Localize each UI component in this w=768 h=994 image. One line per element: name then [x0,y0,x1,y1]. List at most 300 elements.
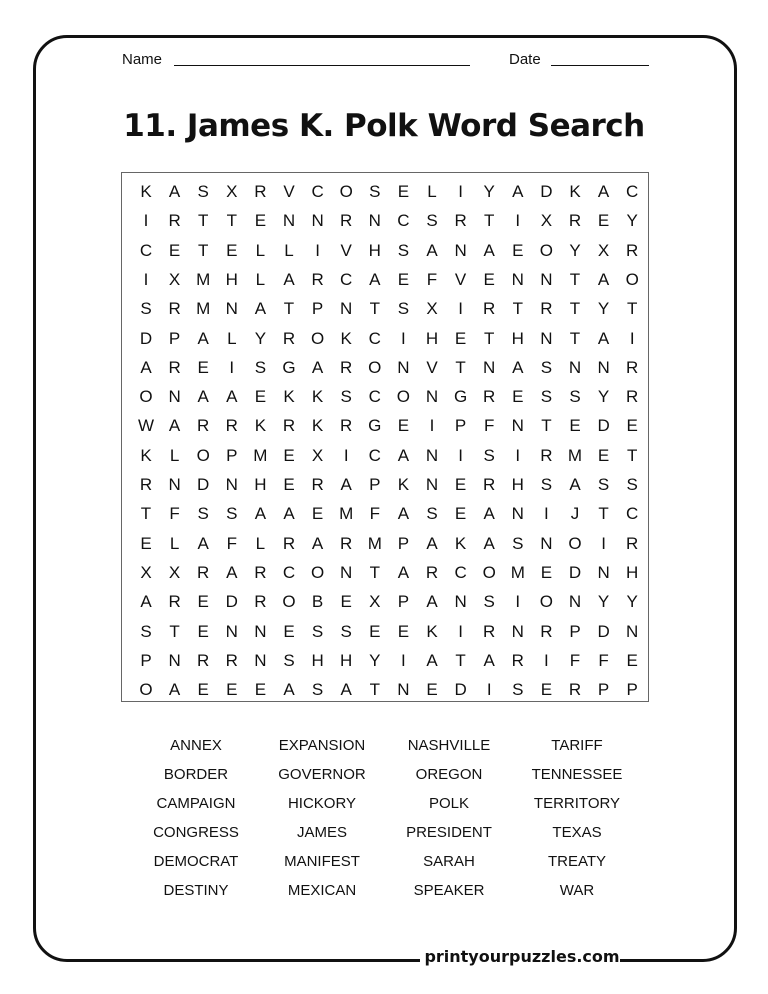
grid-letter[interactable]: S [226,504,238,524]
grid-letter[interactable]: O [282,592,296,612]
grid-letter[interactable]: T [598,504,609,524]
grid-letter[interactable]: E [397,621,410,641]
grid-letter[interactable]: F [169,504,180,524]
grid-letter[interactable]: R [197,650,210,670]
grid-letter[interactable]: N [368,211,381,231]
grid-letter[interactable]: I [458,299,463,319]
grid-letter[interactable]: A [226,562,238,582]
grid-letter[interactable]: A [168,182,181,201]
grid-letter[interactable]: A [226,387,238,407]
grid-letter[interactable]: R [282,533,296,553]
grid-letter[interactable]: H [626,562,639,582]
grid-letter[interactable]: X [311,445,324,465]
grid-letter[interactable]: O [539,240,553,260]
grid-letter[interactable]: I [343,445,349,465]
grid-letter[interactable]: Y [569,240,581,260]
grid-letter[interactable]: N [597,357,610,377]
grid-letter[interactable]: E [454,328,467,348]
grid-letter[interactable]: N [397,680,410,700]
grid-letter[interactable]: E [168,240,181,260]
grid-letter[interactable]: Y [369,650,381,670]
grid-letter[interactable]: S [540,357,553,377]
grid-letter[interactable]: K [340,328,352,348]
grid-letter[interactable]: I [601,533,606,553]
grid-letter[interactable]: D [597,416,610,436]
grid-letter[interactable]: E [597,445,610,465]
grid-letter[interactable]: I [486,680,492,700]
grid-letter[interactable]: D [568,562,582,582]
grid-letter[interactable]: T [197,211,209,231]
grid-letter[interactable]: H [511,328,524,348]
grid-letter[interactable]: A [397,504,410,524]
grid-letter[interactable]: S [597,475,610,494]
grid-letter[interactable]: N [425,387,439,407]
grid-letter[interactable]: S [397,299,410,319]
grid-letter[interactable]: J [570,504,580,524]
grid-letter[interactable]: T [140,504,152,524]
grid-letter[interactable]: P [397,592,410,612]
grid-letter[interactable]: A [597,269,610,289]
grid-letter[interactable]: H [340,650,353,670]
grid-letter[interactable]: A [140,357,152,377]
grid-letter[interactable]: N [454,592,467,612]
grid-letter[interactable]: T [569,299,581,319]
grid-letter[interactable]: R [197,562,210,582]
grid-letter[interactable]: L [255,240,266,260]
grid-letter[interactable]: I [429,416,435,436]
grid-letter[interactable]: R [340,533,353,553]
grid-letter[interactable]: K [283,387,295,407]
grid-letter[interactable]: P [226,445,238,465]
grid-letter[interactable]: N [254,621,267,641]
grid-letter[interactable]: E [426,680,438,700]
grid-letter[interactable]: N [168,387,181,407]
grid-letter[interactable]: N [311,211,324,231]
grid-letter[interactable]: A [197,387,209,407]
grid-letter[interactable]: E [397,416,410,436]
grid-letter[interactable]: N [511,621,524,641]
grid-letter[interactable]: R [282,416,296,436]
grid-letter[interactable]: E [140,533,152,553]
grid-letter[interactable]: T [169,621,180,641]
grid-letter[interactable]: E [540,680,553,700]
grid-letter[interactable]: A [369,269,381,289]
grid-letter[interactable]: N [540,269,553,289]
grid-letter[interactable]: A [483,240,495,260]
grid-letter[interactable]: L [169,445,180,465]
grid-letter[interactable]: N [340,562,353,582]
grid-letter[interactable]: A [283,680,295,700]
grid-letter[interactable]: F [569,650,581,670]
grid-letter[interactable]: S [340,621,352,641]
grid-letter[interactable]: E [483,269,495,289]
grid-letter[interactable]: X [540,211,553,231]
grid-letter[interactable]: D [225,592,238,612]
grid-letter[interactable]: O [196,445,210,465]
grid-letter[interactable]: I [143,269,149,289]
grid-letter[interactable]: H [311,650,324,670]
grid-letter[interactable]: F [598,650,609,670]
grid-letter[interactable]: O [568,533,582,553]
grid-letter[interactable]: A [569,475,581,494]
grid-letter[interactable]: E [226,680,238,700]
grid-letter[interactable]: M [510,562,525,582]
grid-letter[interactable]: I [515,592,521,612]
grid-letter[interactable]: H [511,475,524,494]
grid-letter[interactable]: L [255,269,266,289]
grid-letter[interactable]: K [397,475,410,494]
grid-letter[interactable]: R [626,533,639,553]
grid-letter[interactable]: P [140,650,152,670]
grid-letter[interactable]: T [369,562,380,582]
grid-letter[interactable]: E [197,592,209,612]
grid-letter[interactable]: Y [483,182,495,201]
grid-letter[interactable]: M [367,533,382,553]
grid-letter[interactable]: A [397,562,410,582]
grid-letter[interactable]: K [426,621,438,641]
grid-letter[interactable]: C [626,182,639,201]
grid-letter[interactable]: N [540,328,553,348]
grid-letter[interactable]: A [512,182,524,201]
grid-letter[interactable]: E [569,416,581,436]
grid-letter[interactable]: N [540,533,553,553]
grid-letter[interactable]: A [168,680,181,700]
grid-letter[interactable]: I [458,621,463,641]
grid-letter[interactable]: M [339,504,354,524]
grid-letter[interactable]: A [597,328,610,348]
grid-letter[interactable]: K [311,387,324,407]
grid-letter[interactable]: Y [597,299,610,319]
grid-letter[interactable]: K [140,445,152,465]
grid-letter[interactable]: C [626,504,639,524]
grid-letter[interactable]: A [426,592,438,612]
grid-letter[interactable]: S [483,592,495,612]
grid-letter[interactable]: E [254,211,267,231]
grid-letter[interactable]: I [229,357,235,377]
grid-letter[interactable]: E [454,475,467,494]
grid-letter[interactable]: I [515,211,521,231]
grid-letter[interactable]: S [140,621,152,641]
grid-letter[interactable]: H [225,269,238,289]
grid-letter[interactable]: I [458,445,463,465]
grid-letter[interactable]: R [311,269,324,289]
grid-letter[interactable]: S [197,182,209,201]
grid-letter[interactable]: A [340,475,352,494]
grid-letter[interactable]: H [425,328,439,348]
grid-letter[interactable]: I [401,650,406,670]
grid-letter[interactable]: E [512,240,524,260]
grid-letter[interactable]: R [626,240,639,260]
grid-letter[interactable]: A [483,650,495,670]
grid-letter[interactable]: E [626,650,638,670]
grid-letter[interactable]: S [254,357,267,377]
grid-letter[interactable]: A [426,650,438,670]
grid-letter[interactable]: T [197,240,209,260]
grid-letter[interactable]: V [283,182,295,201]
grid-letter[interactable]: E [254,387,267,407]
grid-letter[interactable]: A [168,416,181,436]
grid-letter[interactable]: V [426,357,438,377]
grid-letter[interactable]: C [368,328,381,348]
grid-letter[interactable]: N [225,621,238,641]
grid-letter[interactable]: S [626,475,638,494]
grid-letter[interactable]: I [544,504,549,524]
grid-letter[interactable]: F [226,533,237,553]
grid-letter[interactable]: C [340,269,353,289]
grid-letter[interactable]: I [515,445,521,465]
grid-letter[interactable]: D [139,328,153,348]
grid-letter[interactable]: M [253,445,268,465]
grid-letter[interactable]: R [540,621,553,641]
grid-letter[interactable]: T [569,269,581,289]
grid-letter[interactable]: C [454,562,467,582]
grid-letter[interactable]: D [197,475,210,494]
grid-letter[interactable]: S [483,445,495,465]
grid-letter[interactable]: N [282,211,296,231]
grid-letter[interactable]: P [626,680,638,700]
grid-letter[interactable]: F [426,269,438,289]
grid-letter[interactable]: R [254,562,267,582]
grid-letter[interactable]: G [282,357,296,377]
grid-letter[interactable]: A [512,357,524,377]
grid-letter[interactable]: G [453,387,468,407]
grid-letter[interactable]: N [254,650,267,670]
grid-letter[interactable]: X [426,299,438,319]
grid-letter[interactable]: R [425,562,439,582]
grid-letter[interactable]: O [539,592,553,612]
grid-letter[interactable]: S [569,387,581,407]
grid-letter[interactable]: R [454,211,467,231]
grid-letter[interactable]: K [454,533,467,553]
grid-letter[interactable]: R [483,299,496,319]
grid-letter[interactable]: X [597,240,610,260]
grid-letter[interactable]: O [310,328,325,348]
grid-letter[interactable]: Y [254,328,267,348]
grid-letter[interactable]: S [369,182,381,201]
grid-letter[interactable]: E [197,621,209,641]
grid-letter[interactable]: S [340,387,352,407]
grid-letter[interactable]: K [311,416,324,436]
grid-letter[interactable]: S [426,504,438,524]
grid-letter[interactable]: E [197,680,209,700]
grid-letter[interactable]: L [227,328,237,348]
grid-letter[interactable]: O [396,387,410,407]
grid-letter[interactable]: R [511,650,524,670]
grid-letter[interactable]: E [369,621,381,641]
grid-letter[interactable]: K [569,182,581,201]
grid-letter[interactable]: A [311,357,324,377]
grid-letter[interactable]: Y [626,211,638,231]
grid-letter[interactable]: E [226,240,238,260]
grid-letter[interactable]: H [368,240,381,260]
grid-letter[interactable]: L [427,182,437,201]
grid-letter[interactable]: A [426,533,438,553]
grid-letter[interactable]: S [397,240,410,260]
grid-letter[interactable]: R [225,416,238,436]
grid-letter[interactable]: V [454,269,467,289]
grid-letter[interactable]: K [254,416,267,436]
grid-letter[interactable]: R [168,299,181,319]
grid-letter[interactable]: O [625,269,639,289]
grid-letter[interactable]: E [340,592,352,612]
grid-letter[interactable]: I [629,328,635,348]
grid-letter[interactable]: C [282,562,296,582]
grid-letter[interactable]: R [540,445,553,465]
grid-letter[interactable]: R [168,357,181,377]
grid-letter[interactable]: R [254,592,267,612]
grid-letter[interactable]: P [168,328,181,348]
grid-letter[interactable]: E [512,387,524,407]
grid-letter[interactable]: E [197,357,209,377]
grid-letter[interactable]: P [397,533,410,553]
grid-letter[interactable]: O [368,357,382,377]
grid-letter[interactable]: I [458,182,463,201]
date-field[interactable] [551,65,649,66]
grid-letter[interactable]: R [483,387,496,407]
grid-letter[interactable]: T [626,299,638,319]
grid-letter[interactable]: N [168,475,181,494]
grid-letter[interactable]: I [143,211,149,231]
grid-letter[interactable]: R [254,182,267,201]
grid-letter[interactable]: A [197,533,209,553]
grid-letter[interactable]: M [567,445,583,465]
grid-letter[interactable]: R [311,475,324,494]
grid-letter[interactable]: R [139,475,153,494]
grid-letter[interactable]: N [597,562,610,582]
grid-letter[interactable]: P [454,416,467,436]
grid-letter[interactable]: A [340,680,352,700]
grid-letter[interactable]: S [311,680,324,700]
grid-letter[interactable]: I [544,650,549,670]
grid-letter[interactable]: A [254,504,267,524]
grid-letter[interactable]: C [139,240,153,260]
grid-letter[interactable]: R [483,475,496,494]
grid-letter[interactable]: R [568,680,582,700]
grid-letter[interactable]: E [283,475,295,494]
grid-letter[interactable]: S [283,650,295,670]
grid-letter[interactable]: N [626,621,639,641]
grid-letter[interactable]: N [511,269,524,289]
grid-letter[interactable]: N [511,416,524,436]
grid-letter[interactable]: R [540,299,553,319]
grid-letter[interactable]: X [168,269,181,289]
grid-letter[interactable]: S [540,387,553,407]
grid-letter[interactable]: A [283,504,295,524]
grid-letter[interactable]: S [540,475,553,494]
grid-letter[interactable]: R [168,592,181,612]
grid-letter[interactable]: N [454,240,467,260]
grid-letter[interactable]: D [540,182,553,201]
grid-letter[interactable]: R [340,416,353,436]
grid-letter[interactable]: X [226,182,238,201]
grid-letter[interactable]: F [483,416,495,436]
grid-letter[interactable]: Y [626,592,638,612]
grid-letter[interactable]: A [397,445,410,465]
grid-letter[interactable]: R [197,416,210,436]
grid-letter[interactable]: I [315,240,320,260]
grid-letter[interactable]: C [368,445,381,465]
grid-letter[interactable]: N [568,592,582,612]
grid-letter[interactable]: N [340,299,353,319]
grid-letter[interactable]: D [597,621,610,641]
grid-letter[interactable]: N [483,357,496,377]
grid-letter[interactable]: A [197,328,209,348]
grid-letter[interactable]: R [340,357,353,377]
grid-letter[interactable]: R [626,357,639,377]
grid-letter[interactable]: T [483,211,495,231]
grid-letter[interactable]: X [168,562,181,582]
grid-letter[interactable]: Y [597,592,610,612]
grid-letter[interactable]: A [426,240,438,260]
grid-letter[interactable]: P [597,680,610,700]
grid-letter[interactable]: T [512,299,523,319]
grid-letter[interactable]: N [397,357,410,377]
grid-letter[interactable]: C [368,387,381,407]
grid-letter[interactable]: R [168,211,181,231]
grid-letter[interactable]: S [512,680,524,700]
grid-letter[interactable]: T [283,299,295,319]
grid-letter[interactable]: P [369,475,381,494]
grid-letter[interactable]: S [197,504,209,524]
grid-letter[interactable]: E [283,621,295,641]
grid-letter[interactable]: R [340,211,353,231]
grid-letter[interactable]: O [482,562,496,582]
grid-letter[interactable]: T [569,328,581,348]
grid-letter[interactable]: A [483,504,495,524]
grid-letter[interactable]: T [226,211,237,231]
grid-letter[interactable]: T [369,680,380,700]
grid-letter[interactable]: T [369,299,380,319]
grid-letter[interactable]: B [311,592,324,612]
grid-letter[interactable]: V [340,240,352,260]
grid-letter[interactable]: K [140,182,152,201]
grid-letter[interactable]: E [397,182,410,201]
grid-letter[interactable]: O [139,387,153,407]
grid-letter[interactable]: R [568,211,582,231]
grid-letter[interactable]: E [454,504,467,524]
grid-letter[interactable]: M [196,299,211,319]
grid-letter[interactable]: N [568,357,582,377]
grid-letter[interactable]: S [140,299,152,319]
grid-letter[interactable]: G [368,416,382,436]
grid-letter[interactable]: E [597,211,610,231]
grid-letter[interactable]: I [401,328,406,348]
grid-letter[interactable]: C [311,182,324,201]
grid-letter[interactable]: T [455,357,466,377]
grid-letter[interactable]: T [455,650,466,670]
grid-letter[interactable]: W [137,416,155,436]
grid-letter[interactable]: P [311,299,324,319]
grid-letter[interactable]: E [311,504,324,524]
grid-letter[interactable]: R [483,621,496,641]
grid-letter[interactable]: M [196,269,211,289]
name-field[interactable] [174,65,470,66]
grid-letter[interactable]: L [255,533,266,553]
grid-letter[interactable]: O [139,680,153,700]
grid-letter[interactable]: N [425,475,439,494]
grid-letter[interactable]: R [282,328,296,348]
grid-letter[interactable]: D [454,680,467,700]
grid-letter[interactable]: R [225,650,238,670]
grid-letter[interactable]: O [310,562,325,582]
grid-letter[interactable]: T [626,445,638,465]
grid-letter[interactable]: P [569,621,581,641]
grid-letter[interactable]: T [541,416,552,436]
grid-letter[interactable]: E [254,680,267,700]
grid-letter[interactable]: E [283,445,295,465]
grid-letter[interactable]: F [369,504,380,524]
grid-letter[interactable]: A [483,533,495,553]
